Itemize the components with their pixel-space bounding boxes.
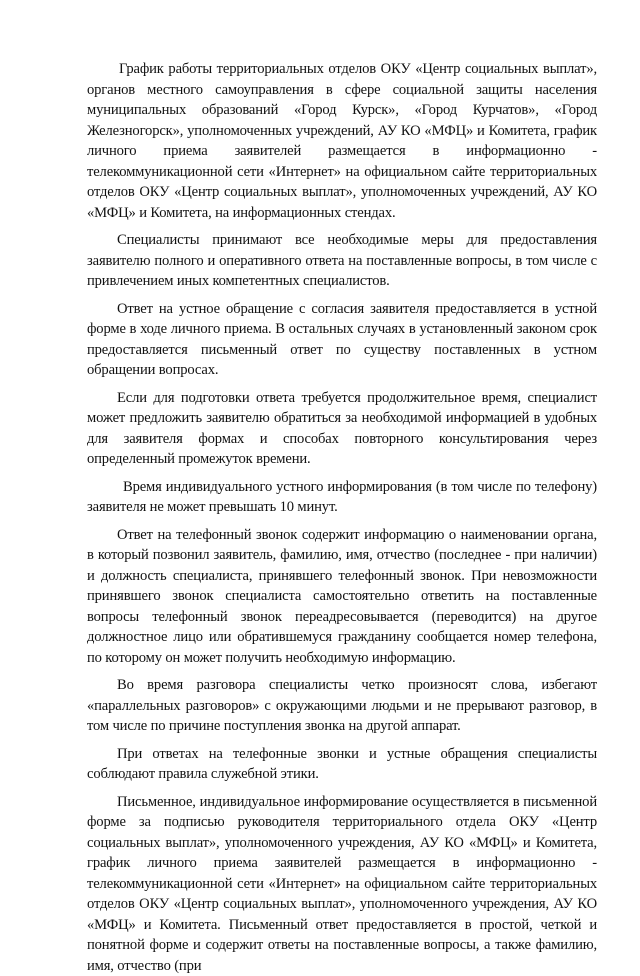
paragraph-phone-call: Ответ на телефонный звонок содержит информацию о наименовании органа, в который позвонил заявитель, фамилию, имя, отчество (последнее - при наличии) и должность специалиста, принявшего телефонный звонок. При невозможности принявшего звонок специалиста самостоятельно ответить на поставленные вопросы телефонный звонок переадресовывается (переводится) на другое должностное лицо или обратившемуся гражданину сообщается номер телефона, по которому он может получить необходимую информацию. <box>87 525 597 669</box>
document-body <box>87 59 597 976</box>
paragraph-extended-time: Если для подготовки ответа требуется продолжительное время, специалист может предложить заявителю обратиться за необходимой информацией в удобных для заявителя формах и способах повторного консультирования через определенный промежуток времени. <box>87 388 597 470</box>
paragraph-specialists-measures: Специалисты принимают все необходимые меры для предоставления заявителю полного и оперативного ответа на поставленные вопросы, в том числе с привлечением иных компетентных специалистов. <box>87 230 597 292</box>
paragraph-conversation: Во время разговора специалисты четко произносят слова, избегают «параллельных разговоров» с окружающими людьми и не прерывают разговор, в том числе по причине поступления звонка на другой аппарат. <box>87 675 597 737</box>
paragraph-oral-answer: Ответ на устное обращение с согласия заявителя предоставляется в устной форме в ходе личного приема. В остальных случаях в установленный законом срок предоставляется письменный ответ по существу поставленных в устном обращении вопросах. <box>87 299 597 381</box>
paragraph-written-informing: Письменное, индивидуальное информирование осуществляется в письменной форме за подписью руководителя территориального отдела ОКУ «Центр социальных выплат», уполномоченного учреждения, АУ КО «МФЦ» и Комитета, график личного приема заявителей размещается в информационно - телекоммуникационной сети «Интернет» на официальном сайте территориальных отделов ОКУ «Центр социальных выплат», уполномоченного учреждения, АУ КО «МФЦ» и Комитета. Письменный ответ предоставляется в простой, четкой и понятной форме и содержит ответы на поставленные вопросы, а также фамилию, имя, отчество (при <box>87 792 597 976</box>
paragraph-time-limit: Время индивидуального устного информирования (в том числе по телефону) заявителя не может превышать 10 минут. <box>87 477 597 518</box>
paragraph-ethics: При ответах на телефонные звонки и устные обращения специалисты соблюдают правила служебной этики. <box>87 744 597 785</box>
paragraph-schedule: График работы территориальных отделов ОКУ «Центр социальных выплат», органов местного самоуправления в сфере социальной защиты населения муниципальных образований «Город Курск», «Город Курчатов», «Город Железногорск», уполномоченных учреждений, АУ КО «МФЦ» и Комитета, график личного приема заявителей размещается в информационно - телекоммуникационной сети «Интернет» на официальном сайте территориальных отделов ОКУ «Центр социальных выплат», уполномоченных учреждений, АУ КО «МФЦ» и Комитета, на информационных стендах. <box>87 59 597 223</box>
